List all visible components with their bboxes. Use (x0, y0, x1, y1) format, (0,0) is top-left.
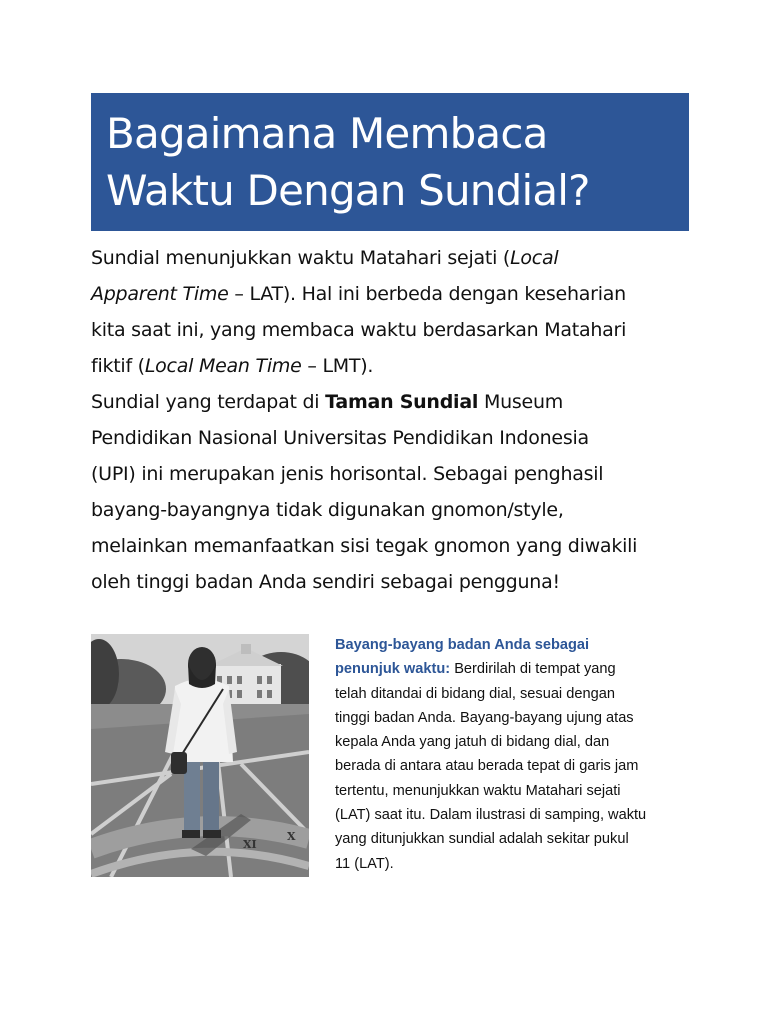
caption-line-4: tinggi badan Anda. Bayang-bayang ujung atas (335, 709, 634, 726)
p2-text-5: bayang-bayangnya tidak digunakan gnomon/style, (91, 499, 564, 521)
p2-text-1: Sundial yang terdapat di (91, 391, 326, 413)
p1-italic-apparent-time: Apparent Time (91, 283, 229, 305)
title-line-2: Waktu Dengan Sundial? (106, 166, 590, 215)
title-line-1: Bagaimana Membaca (106, 109, 548, 158)
p1-text-3: kita saat ini, yang membaca waktu berdasarkan Matahari (91, 319, 627, 341)
p2-bold-taman-sundial: Taman Sundial (325, 391, 479, 413)
caption-lead-2: penunjuk waktu: (335, 661, 451, 678)
caption-line-6: berada di antara atau berada tepat di garis jam (335, 758, 639, 775)
caption-lead-1: Bayang-bayang badan Anda sebagai (335, 637, 590, 653)
p2-text-7: oleh tinggi badan Anda sendiri sebagai pengguna! (91, 571, 560, 593)
title-banner (91, 93, 689, 231)
caption-line-5: kepala Anda yang jatuh di bidang dial, dan (335, 734, 610, 751)
caption-line-8: (LAT) saat itu. Dalam ilustrasi di samping, waktu (335, 807, 647, 824)
p2-text-6: melainkan memanfaatkan sisi tegak gnomon yang diwakili (91, 535, 638, 557)
p1-italic-mean-time: Local Mean Time (144, 355, 302, 377)
numeral-xi: XI (243, 838, 257, 851)
photo-caption (335, 633, 680, 876)
sundial-photo (91, 634, 309, 877)
caption-line-10: 11 (LAT). (335, 855, 394, 872)
p1-text-4: fiktif ( (91, 355, 145, 377)
p1-text-1: Sundial menunjukkan waktu Matahari sejati ( (91, 247, 511, 269)
numeral-x: X (287, 830, 296, 843)
paragraph-taman-sundial (91, 384, 691, 600)
caption-line-7: tertentu, menunjukkan waktu Matahari sejati (335, 782, 621, 799)
p2-text-4: (UPI) ini merupakan jenis horisontal. Sebagai penghasil (91, 463, 604, 485)
p1-text-5: – LMT). (301, 355, 374, 377)
caption-line-2: Berdirilah di tempat yang (450, 661, 616, 678)
p1-italic-local: Local (510, 247, 559, 269)
sundial-photo-illustration (91, 634, 309, 877)
paragraph-lat (91, 240, 691, 384)
p2-text-3: Pendidikan Nasional Universitas Pendidikan Indonesia (91, 427, 589, 449)
p2-text-2: Museum (478, 391, 564, 413)
p1-text-2: – LAT). Hal ini berbeda dengan keseharian (228, 283, 626, 305)
caption-line-3: telah ditandai di bidang dial, sesuai dengan (335, 685, 615, 702)
caption-line-9: yang ditunjukkan sundial adalah sekitar pukul (335, 831, 629, 848)
